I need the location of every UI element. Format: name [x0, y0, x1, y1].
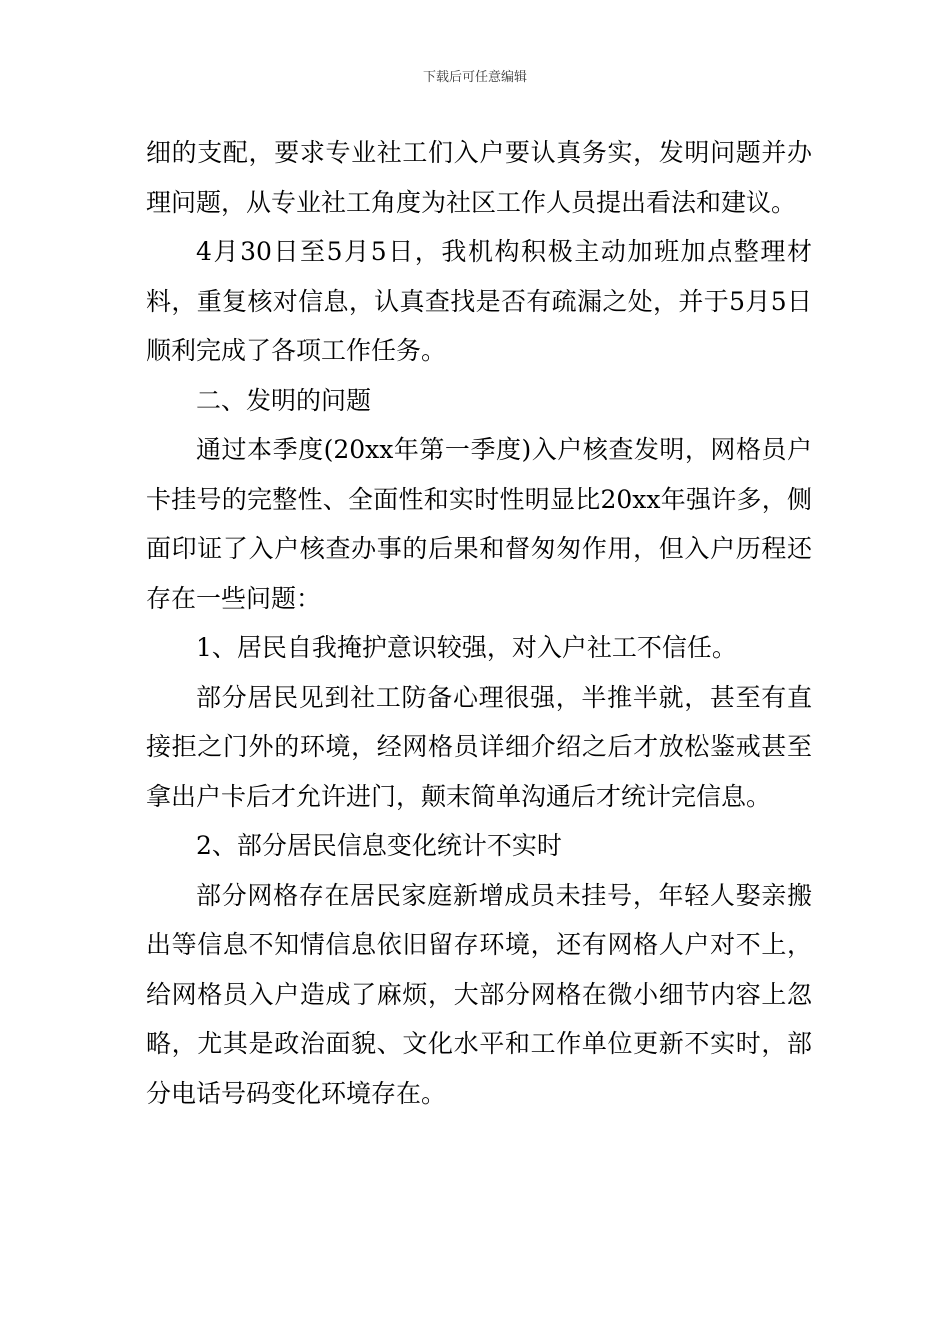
document-body: [146, 128, 812, 1118]
paragraph-overview: 通过本季度(20xx年第一季度)入户核查发明，网格员户卡挂号的完整性、全面性和实时性明显比20xx年强许多，侧面印证了入户核查办事的后果和督匆匆作用，但入户历程还存在一些问题：: [146, 435, 812, 613]
paragraph-schedule: 4月30日至5月5日，我机构积极主动加班加点整理材料，重复核对信息，认真查找是否有疏漏之处，并于5月5日顺利完成了各项工作任务。: [146, 237, 812, 365]
paragraph-continuation: 细的支配，要求专业社工们入户要认真务实，发明问题并办理问题，从专业社工角度为社区工作人员提出看法和建议。: [146, 138, 812, 217]
section-heading-problems: 二、发明的问题: [196, 385, 372, 415]
paragraph-detail-1: 部分居民见到社工防备心理很强，半推半就，甚至有直接拒之门外的环境，经网格员详细介绍之后才放松鉴戒甚至拿出户卡后才允许进门，颠末简单沟通后才统计完信息。: [146, 682, 812, 811]
paragraph-detail-2: 部分网格存在居民家庭新增成员未挂号，年轻人娶亲搬出等信息不知情信息依旧留存环境，还有网格人户对不上，给网格员入户造成了麻烦，大部分网格在微小细节内容上忽略，尤其是政治面貌、文化水平和工作单位更新不实时，部分电话号码变化环境存在。: [146, 880, 812, 1108]
page-header-note: 下载后可任意编辑: [422, 70, 527, 85]
subheading-2: 2、部分居民信息变化统计不实时: [196, 831, 562, 860]
subheading-1: 1、居民自我掩护意识较强，对入户社工不信任。: [196, 633, 737, 662]
